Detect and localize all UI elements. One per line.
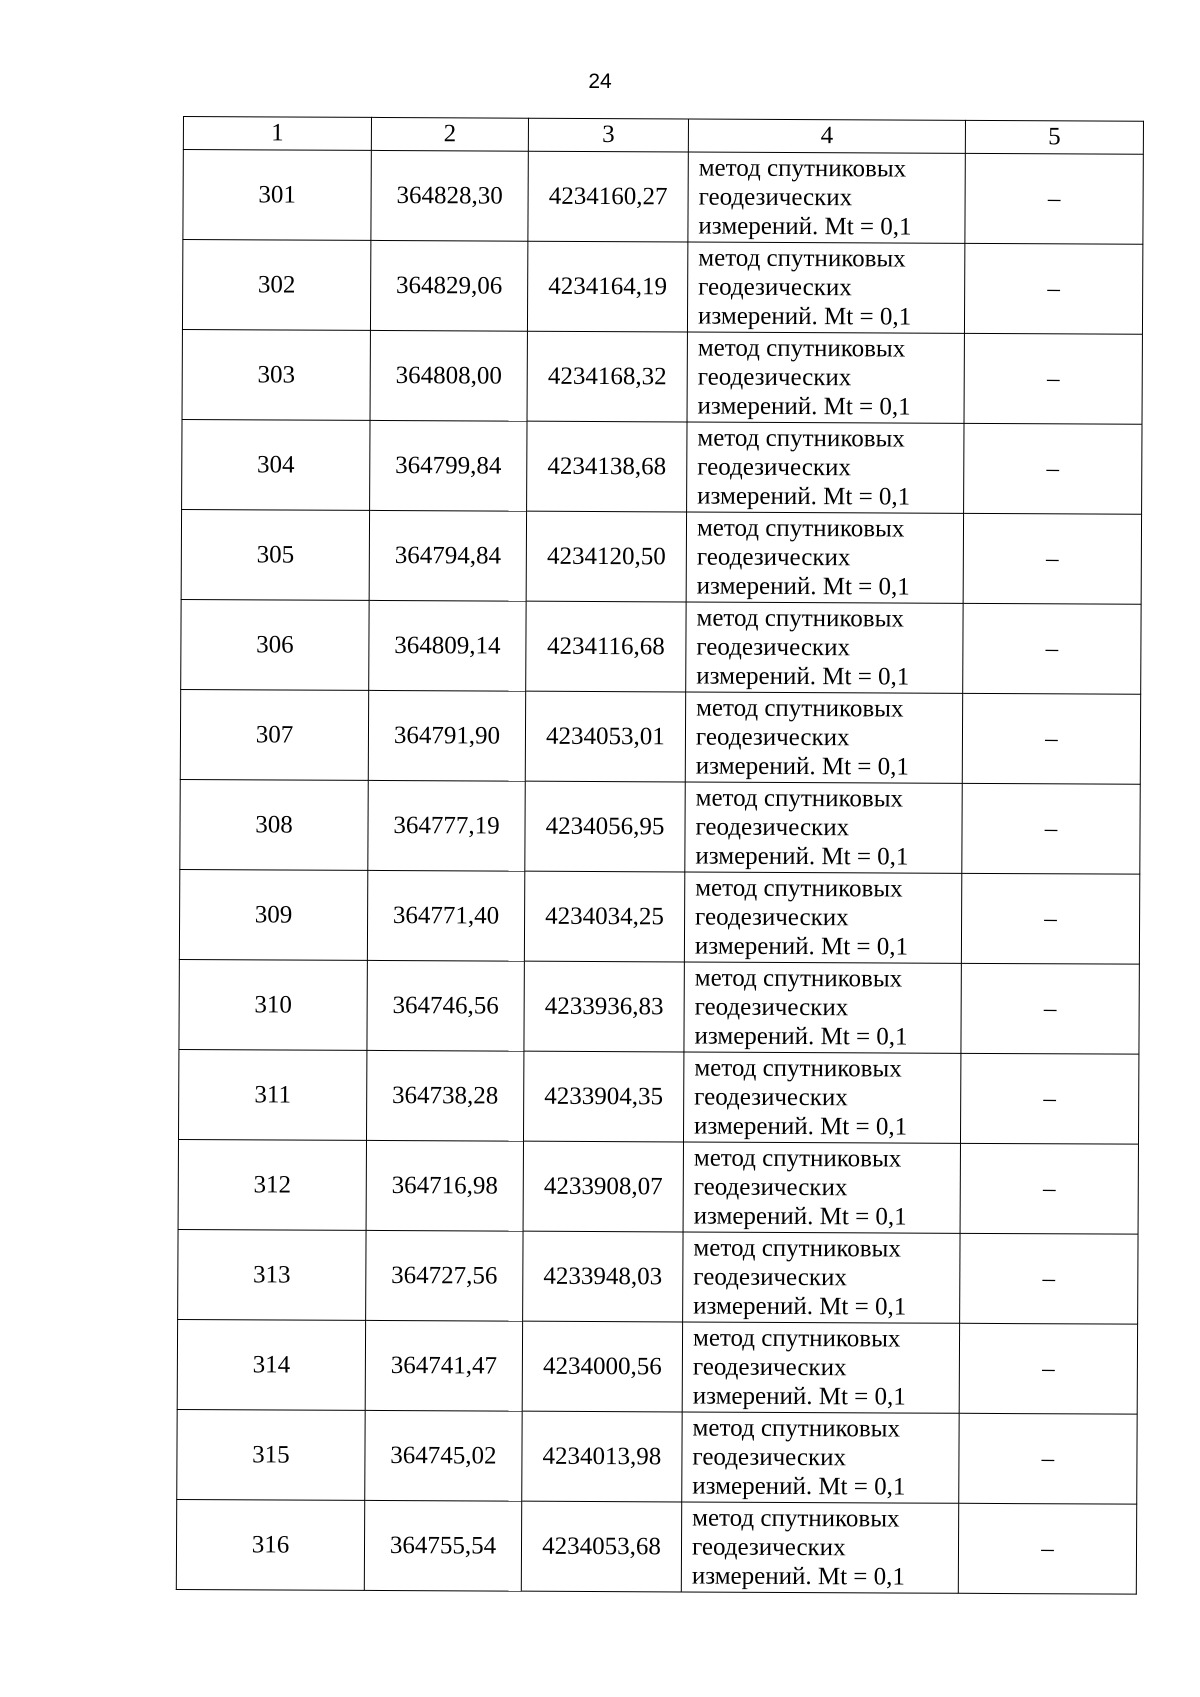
y-coordinate-cell: 4233936,83 [524, 961, 684, 1052]
method-line: измерений. Mt = 0,1 [692, 1472, 906, 1501]
table-row [181, 509, 1141, 604]
note-cell: – [961, 963, 1139, 1054]
method-line: геодезических [696, 633, 851, 662]
x-coordinate-cell: 364777,19 [368, 780, 525, 871]
y-coordinate-cell: 4234053,01 [525, 691, 685, 782]
method-line: метод спутниковых [698, 244, 906, 273]
method-line: геодезических [693, 1263, 847, 1292]
method-line: метод спутниковых [696, 514, 905, 543]
method-line: измерений. Mt = 0,1 [698, 212, 912, 241]
method-line: геодезических [696, 543, 851, 572]
method-line: метод спутниковых [692, 1504, 900, 1533]
method-line: геодезических [693, 1173, 848, 1202]
method-line: метод спутниковых [692, 1414, 901, 1443]
y-coordinate-cell: 4234034,25 [524, 871, 684, 962]
method-line: измерений. Mt = 0,1 [694, 1022, 908, 1051]
point-number-cell: 310 [179, 959, 367, 1050]
note-cell: – [958, 1503, 1136, 1594]
column-header-5: 5 [965, 120, 1143, 154]
table-row [182, 419, 1142, 514]
table-row [179, 869, 1139, 964]
method-cell [682, 1412, 959, 1503]
table-row [177, 1319, 1137, 1414]
method-cell [687, 422, 964, 513]
table-row [177, 1409, 1137, 1504]
point-number-cell: 306 [181, 599, 369, 690]
method-line: измерений. Mt = 0,1 [693, 1202, 907, 1231]
method-line: измерений. Mt = 0,1 [697, 482, 911, 511]
note-cell: – [964, 423, 1142, 514]
point-number-cell: 311 [178, 1049, 366, 1140]
method-line: метод спутниковых [697, 424, 905, 453]
x-coordinate-cell: 364808,00 [370, 330, 527, 421]
method-line: метод спутниковых [698, 154, 907, 183]
table-row [178, 1139, 1138, 1234]
method-cell [683, 1232, 960, 1323]
point-number-cell: 312 [178, 1139, 366, 1230]
column-header-1: 1 [183, 117, 371, 151]
table-header-row [183, 117, 1143, 155]
method-line: измерений. Mt = 0,1 [691, 1562, 906, 1591]
method-line: измерений. Mt = 0,1 [696, 572, 910, 601]
method-line: измерений. Mt = 0,1 [693, 1292, 907, 1321]
method-cell [684, 962, 961, 1053]
method-line: метод спутниковых [697, 334, 906, 363]
method-line: геодезических [697, 453, 851, 482]
method-line: метод спутниковых [696, 604, 905, 633]
coordinates-table [176, 116, 1144, 1595]
y-coordinate-cell: 4233948,03 [523, 1231, 683, 1322]
method-line: геодезических [695, 813, 850, 842]
note-cell: – [962, 693, 1140, 784]
y-coordinate-cell: 4233904,35 [523, 1051, 683, 1142]
page-number: 24 [588, 70, 612, 93]
method-cell [684, 872, 961, 963]
method-line: метод спутниковых [694, 964, 903, 993]
method-line: геодезических [691, 1533, 846, 1562]
method-cell [687, 332, 964, 423]
note-cell: – [963, 603, 1141, 694]
method-cell [683, 1052, 960, 1143]
method-line: измерений. Mt = 0,1 [695, 842, 909, 871]
table-row [178, 1049, 1138, 1144]
method-cell [688, 152, 965, 243]
method-line: метод спутниковых [692, 1324, 901, 1353]
x-coordinate-cell: 364809,14 [369, 600, 526, 691]
note-cell: – [960, 1233, 1138, 1324]
point-number-cell: 302 [182, 240, 370, 331]
note-cell: – [964, 333, 1142, 424]
table-row [178, 1229, 1138, 1324]
column-header-4: 4 [688, 119, 965, 153]
method-line: метод спутниковых [693, 1234, 901, 1263]
method-cell [681, 1502, 958, 1593]
table-row [180, 689, 1140, 784]
column-header-3: 3 [528, 118, 688, 152]
column-header-2: 2 [371, 117, 528, 151]
point-number-cell: 315 [177, 1409, 365, 1500]
y-coordinate-cell: 4234164,19 [527, 241, 687, 332]
note-cell: – [960, 1053, 1138, 1144]
y-coordinate-cell: 4234116,68 [526, 601, 686, 692]
x-coordinate-cell: 364828,30 [371, 150, 528, 241]
x-coordinate-cell: 364771,40 [367, 870, 524, 961]
note-cell: – [961, 873, 1139, 964]
method-cell [686, 512, 963, 603]
note-cell: – [959, 1413, 1137, 1504]
x-coordinate-cell: 364716,98 [366, 1140, 523, 1231]
point-number-cell: 301 [183, 150, 371, 241]
y-coordinate-cell: 4234120,50 [526, 511, 686, 602]
table-row [181, 599, 1141, 694]
point-number-cell: 314 [177, 1319, 365, 1410]
y-coordinate-cell: 4234168,32 [527, 331, 687, 422]
point-number-cell: 307 [180, 689, 368, 780]
method-cell [686, 602, 963, 693]
note-cell: – [963, 513, 1141, 604]
table-row [176, 1499, 1136, 1594]
method-cell [685, 692, 962, 783]
point-number-cell: 313 [178, 1229, 366, 1320]
y-coordinate-cell: 4234013,98 [522, 1411, 682, 1502]
x-coordinate-cell: 364727,56 [366, 1230, 523, 1321]
y-coordinate-cell: 4234160,27 [528, 151, 688, 242]
note-cell: – [964, 243, 1142, 334]
method-line: метод спутниковых [693, 1144, 902, 1173]
x-coordinate-cell: 364738,28 [366, 1050, 523, 1141]
point-number-cell: 303 [182, 329, 370, 420]
method-line: геодезических [698, 273, 852, 302]
table-body [176, 150, 1143, 1595]
x-coordinate-cell: 364746,56 [367, 960, 524, 1051]
method-line: измерений. Mt = 0,1 [692, 1382, 906, 1411]
method-line: метод спутниковых [695, 784, 904, 813]
method-line: метод спутниковых [695, 874, 903, 903]
table-row [179, 959, 1139, 1054]
x-coordinate-cell: 364791,90 [368, 690, 525, 781]
method-line: измерений. Mt = 0,1 [695, 752, 909, 781]
note-cell: – [965, 153, 1143, 244]
x-coordinate-cell: 364741,47 [365, 1320, 522, 1411]
method-line: геодезических [692, 1353, 847, 1382]
table-row [182, 329, 1142, 424]
method-line: геодезических [695, 903, 849, 932]
point-number-cell: 316 [176, 1499, 364, 1590]
point-number-cell: 308 [180, 779, 368, 870]
point-number-cell: 304 [182, 419, 370, 510]
method-line: измерений. Mt = 0,1 [696, 662, 910, 691]
x-coordinate-cell: 364794,84 [369, 510, 526, 601]
method-line: метод спутниковых [696, 694, 904, 723]
point-number-cell: 309 [179, 869, 367, 960]
method-cell [682, 1322, 959, 1413]
x-coordinate-cell: 364799,84 [370, 420, 527, 511]
y-coordinate-cell: 4233908,07 [523, 1141, 683, 1232]
y-coordinate-cell: 4234053,68 [521, 1501, 681, 1592]
table-row [183, 150, 1143, 245]
method-cell [685, 782, 962, 873]
method-line: измерений. Mt = 0,1 [694, 1112, 908, 1141]
y-coordinate-cell: 4234000,56 [522, 1321, 682, 1412]
method-line: геодезических [692, 1443, 847, 1472]
x-coordinate-cell: 364755,54 [364, 1500, 521, 1591]
method-line: измерений. Mt = 0,1 [694, 932, 909, 961]
method-line: геодезических [695, 723, 850, 752]
y-coordinate-cell: 4234056,95 [525, 781, 685, 872]
point-number-cell: 305 [181, 509, 369, 600]
x-coordinate-cell: 364745,02 [365, 1410, 522, 1501]
note-cell: – [962, 783, 1140, 874]
method-line: геодезических [694, 1083, 848, 1112]
x-coordinate-cell: 364829,06 [370, 240, 527, 331]
method-line: измерений. Mt = 0,1 [697, 302, 912, 331]
method-line: геодезических [698, 183, 853, 212]
method-line: измерений. Mt = 0,1 [697, 392, 911, 421]
method-cell [687, 242, 964, 333]
method-line: геодезических [694, 993, 849, 1022]
note-cell: – [959, 1323, 1137, 1414]
table-row [180, 779, 1140, 874]
table-row [182, 240, 1142, 335]
method-line: метод спутниковых [694, 1054, 902, 1083]
y-coordinate-cell: 4234138,68 [527, 421, 687, 512]
method-line: геодезических [697, 363, 852, 392]
note-cell: – [960, 1143, 1138, 1234]
method-cell [683, 1142, 960, 1233]
